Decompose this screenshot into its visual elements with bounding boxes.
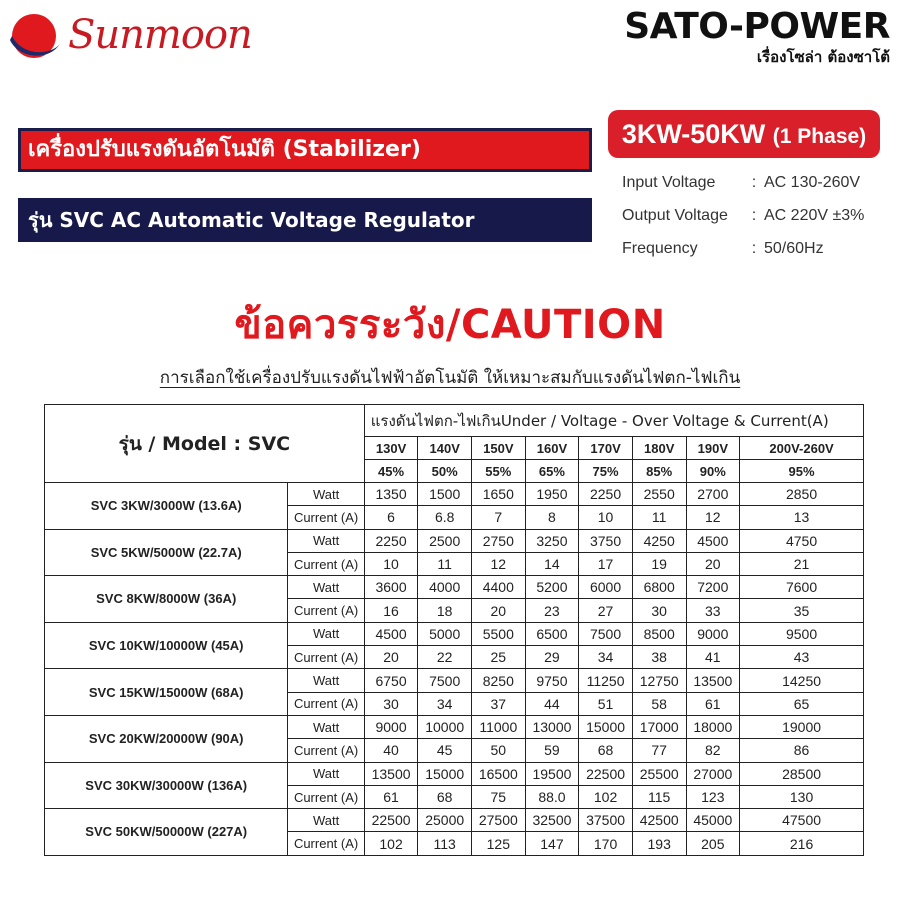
watt-value-cell: 11000 <box>472 715 526 738</box>
current-label-cell: Current (A) <box>288 832 364 855</box>
spec-colon: : <box>751 207 757 224</box>
spec-colon: : <box>751 240 757 257</box>
table-row-watt <box>45 669 864 692</box>
current-value-cell: 20 <box>472 599 526 622</box>
current-value-cell: 29 <box>525 646 579 669</box>
current-value-cell: 61 <box>364 785 418 808</box>
watt-value-cell: 25000 <box>418 809 472 832</box>
watt-value-cell: 9500 <box>740 622 864 645</box>
sato-power-slogan: เรื่องโซล่า ต้องซาโต้ <box>756 48 890 66</box>
model-name-cell: SVC 5KW/5000W (22.7A) <box>45 529 288 576</box>
watt-value-cell: 1350 <box>364 483 418 506</box>
spec-value: 50/60Hz <box>764 240 824 257</box>
voltage-header: 140V <box>418 437 472 460</box>
sato-power-logo <box>600 6 890 72</box>
watt-value-cell: 47500 <box>740 809 864 832</box>
current-value-cell: 30 <box>632 599 686 622</box>
model-name-cell: SVC 30KW/30000W (136A) <box>45 762 288 809</box>
current-value-cell: 205 <box>686 832 740 855</box>
current-value-cell: 58 <box>632 692 686 715</box>
current-value-cell: 41 <box>686 646 740 669</box>
current-value-cell: 16 <box>364 599 418 622</box>
watt-value-cell: 1500 <box>418 483 472 506</box>
current-value-cell: 75 <box>472 785 526 808</box>
current-value-cell: 193 <box>632 832 686 855</box>
current-value-cell: 6 <box>364 506 418 529</box>
current-value-cell: 11 <box>418 552 472 575</box>
model-selection-table <box>44 404 864 856</box>
caution-heading: ข้อควรระวัง/CAUTION <box>234 302 666 348</box>
voltage-header: 150V <box>472 437 526 460</box>
spec-label: Frequency <box>622 240 698 257</box>
watt-value-cell: 7500 <box>579 622 633 645</box>
voltage-header: 180V <box>632 437 686 460</box>
watt-label-cell: Watt <box>288 809 364 832</box>
current-value-cell: 10 <box>364 552 418 575</box>
current-value-cell: 37 <box>472 692 526 715</box>
current-label-cell: Current (A) <box>288 692 364 715</box>
model-name-cell: SVC 15KW/15000W (68A) <box>45 669 288 716</box>
watt-value-cell: 13500 <box>364 762 418 785</box>
watt-value-cell: 45000 <box>686 809 740 832</box>
spec-value: AC 220V ±3% <box>764 207 865 224</box>
watt-value-cell: 5500 <box>472 622 526 645</box>
current-value-cell: 20 <box>364 646 418 669</box>
current-value-cell: 123 <box>686 785 740 808</box>
percent-header: 85% <box>632 460 686 483</box>
current-value-cell: 22 <box>418 646 472 669</box>
watt-value-cell: 8500 <box>632 622 686 645</box>
current-value-cell: 13 <box>740 506 864 529</box>
watt-value-cell: 4500 <box>686 529 740 552</box>
watt-value-cell: 19500 <box>525 762 579 785</box>
watt-value-cell: 2750 <box>472 529 526 552</box>
watt-value-cell: 9750 <box>525 669 579 692</box>
watt-value-cell: 2550 <box>632 483 686 506</box>
watt-value-cell: 2850 <box>740 483 864 506</box>
watt-value-cell: 13000 <box>525 715 579 738</box>
current-value-cell: 25 <box>472 646 526 669</box>
watt-value-cell: 6500 <box>525 622 579 645</box>
current-value-cell: 82 <box>686 739 740 762</box>
percent-header: 90% <box>686 460 740 483</box>
watt-value-cell: 7200 <box>686 576 740 599</box>
watt-value-cell: 4250 <box>632 529 686 552</box>
current-label-cell: Current (A) <box>288 785 364 808</box>
watt-value-cell: 2250 <box>579 483 633 506</box>
watt-value-cell: 8250 <box>472 669 526 692</box>
current-value-cell: 19 <box>632 552 686 575</box>
watt-value-cell: 1650 <box>472 483 526 506</box>
watt-value-cell: 32500 <box>525 809 579 832</box>
watt-value-cell: 4500 <box>364 622 418 645</box>
watt-value-cell: 25500 <box>632 762 686 785</box>
product-title-banner: เครื่องปรับแรงดันอัตโนมัติ (Stabilizer) <box>18 128 592 172</box>
model-table-wrapper <box>44 404 864 856</box>
current-value-cell: 102 <box>579 785 633 808</box>
spec-row <box>622 207 892 240</box>
watt-value-cell: 4400 <box>472 576 526 599</box>
watt-value-cell: 9000 <box>686 622 740 645</box>
watt-value-cell: 6000 <box>579 576 633 599</box>
current-value-cell: 44 <box>525 692 579 715</box>
current-value-cell: 51 <box>579 692 633 715</box>
watt-value-cell: 15000 <box>418 762 472 785</box>
current-value-cell: 59 <box>525 739 579 762</box>
current-value-cell: 68 <box>418 785 472 808</box>
current-label-cell: Current (A) <box>288 599 364 622</box>
current-label-cell: Current (A) <box>288 739 364 762</box>
current-value-cell: 8 <box>525 506 579 529</box>
selection-guide-subheading: การเลือกใช้เครื่องปรับแรงดันไฟฟ้าอัตโนมัติ ให้เหมาะสมกับแรงดันไฟตก-ไฟเกิน <box>159 368 741 388</box>
watt-value-cell: 37500 <box>579 809 633 832</box>
watt-value-cell: 19000 <box>740 715 864 738</box>
current-value-cell: 12 <box>472 552 526 575</box>
watt-label-cell: Watt <box>288 762 364 785</box>
sunmoon-logo <box>4 6 252 66</box>
watt-value-cell: 22500 <box>579 762 633 785</box>
voltage-group-header: แรงดันไฟตก-ไฟเกินUnder / Voltage - Over Voltage & Current(A) <box>364 405 863 437</box>
spec-colon: : <box>751 174 757 191</box>
watt-value-cell: 6800 <box>632 576 686 599</box>
watt-value-cell: 3750 <box>579 529 633 552</box>
current-value-cell: 35 <box>740 599 864 622</box>
current-value-cell: 113 <box>418 832 472 855</box>
spec-value: AC 130-260V <box>764 174 861 191</box>
model-name-cell: SVC 50KW/50000W (227A) <box>45 809 288 856</box>
percent-header: 55% <box>472 460 526 483</box>
watt-value-cell: 2250 <box>364 529 418 552</box>
watt-value-cell: 11250 <box>579 669 633 692</box>
current-value-cell: 21 <box>740 552 864 575</box>
model-name-cell: SVC 3KW/3000W (13.6A) <box>45 483 288 530</box>
watt-label-cell: Watt <box>288 483 364 506</box>
watt-value-cell: 1950 <box>525 483 579 506</box>
current-value-cell: 27 <box>579 599 633 622</box>
current-value-cell: 77 <box>632 739 686 762</box>
watt-value-cell: 4750 <box>740 529 864 552</box>
spec-row <box>622 240 892 273</box>
table-row-watt <box>45 762 864 785</box>
table-body <box>45 483 864 856</box>
watt-value-cell: 7600 <box>740 576 864 599</box>
watt-value-cell: 3600 <box>364 576 418 599</box>
current-value-cell: 38 <box>632 646 686 669</box>
current-value-cell: 88.0 <box>525 785 579 808</box>
current-value-cell: 20 <box>686 552 740 575</box>
voltage-header: 160V <box>525 437 579 460</box>
watt-label-cell: Watt <box>288 622 364 645</box>
current-value-cell: 216 <box>740 832 864 855</box>
watt-value-cell: 13500 <box>686 669 740 692</box>
percent-header: 95% <box>740 460 864 483</box>
watt-value-cell: 28500 <box>740 762 864 785</box>
watt-value-cell: 10000 <box>418 715 472 738</box>
watt-value-cell: 2500 <box>418 529 472 552</box>
current-value-cell: 40 <box>364 739 418 762</box>
current-value-cell: 43 <box>740 646 864 669</box>
current-value-cell: 147 <box>525 832 579 855</box>
percent-header: 45% <box>364 460 418 483</box>
watt-value-cell: 27500 <box>472 809 526 832</box>
watt-label-cell: Watt <box>288 576 364 599</box>
spec-row <box>622 174 892 207</box>
watt-value-cell: 18000 <box>686 715 740 738</box>
spec-label: Input Voltage <box>622 174 716 191</box>
spec-label: Output Voltage <box>622 207 728 224</box>
model-line-banner: รุ่น SVC AC Automatic Voltage Regulator <box>18 198 592 242</box>
table-row-watt <box>45 529 864 552</box>
power-range: 3KW-50KW <box>621 119 766 149</box>
watt-label-cell: Watt <box>288 715 364 738</box>
current-value-cell: 34 <box>418 692 472 715</box>
current-value-cell: 6.8 <box>418 506 472 529</box>
current-value-cell: 11 <box>632 506 686 529</box>
current-value-cell: 125 <box>472 832 526 855</box>
table-row-watt <box>45 483 864 506</box>
model-name-cell: SVC 8KW/8000W (36A) <box>45 576 288 623</box>
watt-value-cell: 17000 <box>632 715 686 738</box>
current-label-cell: Current (A) <box>288 552 364 575</box>
power-range-badge <box>608 110 880 158</box>
current-value-cell: 170 <box>579 832 633 855</box>
watt-value-cell: 15000 <box>579 715 633 738</box>
watt-value-cell: 16500 <box>472 762 526 785</box>
phase-type: (1 Phase) <box>772 125 867 148</box>
current-value-cell: 30 <box>364 692 418 715</box>
current-value-cell: 130 <box>740 785 864 808</box>
current-value-cell: 10 <box>579 506 633 529</box>
current-label-cell: Current (A) <box>288 646 364 669</box>
percent-header: 75% <box>579 460 633 483</box>
current-label-cell: Current (A) <box>288 506 364 529</box>
table-row-watt <box>45 809 864 832</box>
current-value-cell: 17 <box>579 552 633 575</box>
sunmoon-emblem-icon <box>4 6 64 66</box>
watt-value-cell: 14250 <box>740 669 864 692</box>
watt-value-cell: 5200 <box>525 576 579 599</box>
watt-value-cell: 6750 <box>364 669 418 692</box>
current-value-cell: 86 <box>740 739 864 762</box>
watt-value-cell: 4000 <box>418 576 472 599</box>
model-column-header: รุ่น / Model : SVC <box>45 405 365 483</box>
watt-label-cell: Watt <box>288 669 364 692</box>
current-value-cell: 45 <box>418 739 472 762</box>
current-value-cell: 102 <box>364 832 418 855</box>
watt-value-cell: 2700 <box>686 483 740 506</box>
current-value-cell: 23 <box>525 599 579 622</box>
table-row-watt <box>45 715 864 738</box>
sunmoon-wordmark: Sunmoon <box>68 12 252 58</box>
current-value-cell: 14 <box>525 552 579 575</box>
voltage-header: 200V-260V <box>740 437 864 460</box>
current-value-cell: 68 <box>579 739 633 762</box>
watt-value-cell: 5000 <box>418 622 472 645</box>
voltage-header: 130V <box>364 437 418 460</box>
watt-value-cell: 42500 <box>632 809 686 832</box>
watt-label-cell: Watt <box>288 529 364 552</box>
current-value-cell: 33 <box>686 599 740 622</box>
watt-value-cell: 27000 <box>686 762 740 785</box>
current-value-cell: 65 <box>740 692 864 715</box>
current-value-cell: 50 <box>472 739 526 762</box>
percent-header: 50% <box>418 460 472 483</box>
voltage-header: 190V <box>686 437 740 460</box>
watt-value-cell: 12750 <box>632 669 686 692</box>
table-row-watt <box>45 576 864 599</box>
watt-value-cell: 3250 <box>525 529 579 552</box>
current-value-cell: 34 <box>579 646 633 669</box>
watt-value-cell: 22500 <box>364 809 418 832</box>
watt-value-cell: 7500 <box>418 669 472 692</box>
current-value-cell: 61 <box>686 692 740 715</box>
spec-list <box>622 174 892 273</box>
model-name-cell: SVC 20KW/20000W (90A) <box>45 715 288 762</box>
table-row-watt <box>45 622 864 645</box>
current-value-cell: 18 <box>418 599 472 622</box>
current-value-cell: 7 <box>472 506 526 529</box>
model-name-cell: SVC 10KW/10000W (45A) <box>45 622 288 669</box>
watt-value-cell: 9000 <box>364 715 418 738</box>
sato-power-wordmark: SATO-POWER <box>624 6 890 47</box>
current-value-cell: 12 <box>686 506 740 529</box>
voltage-header: 170V <box>579 437 633 460</box>
percent-header: 65% <box>525 460 579 483</box>
current-value-cell: 115 <box>632 785 686 808</box>
